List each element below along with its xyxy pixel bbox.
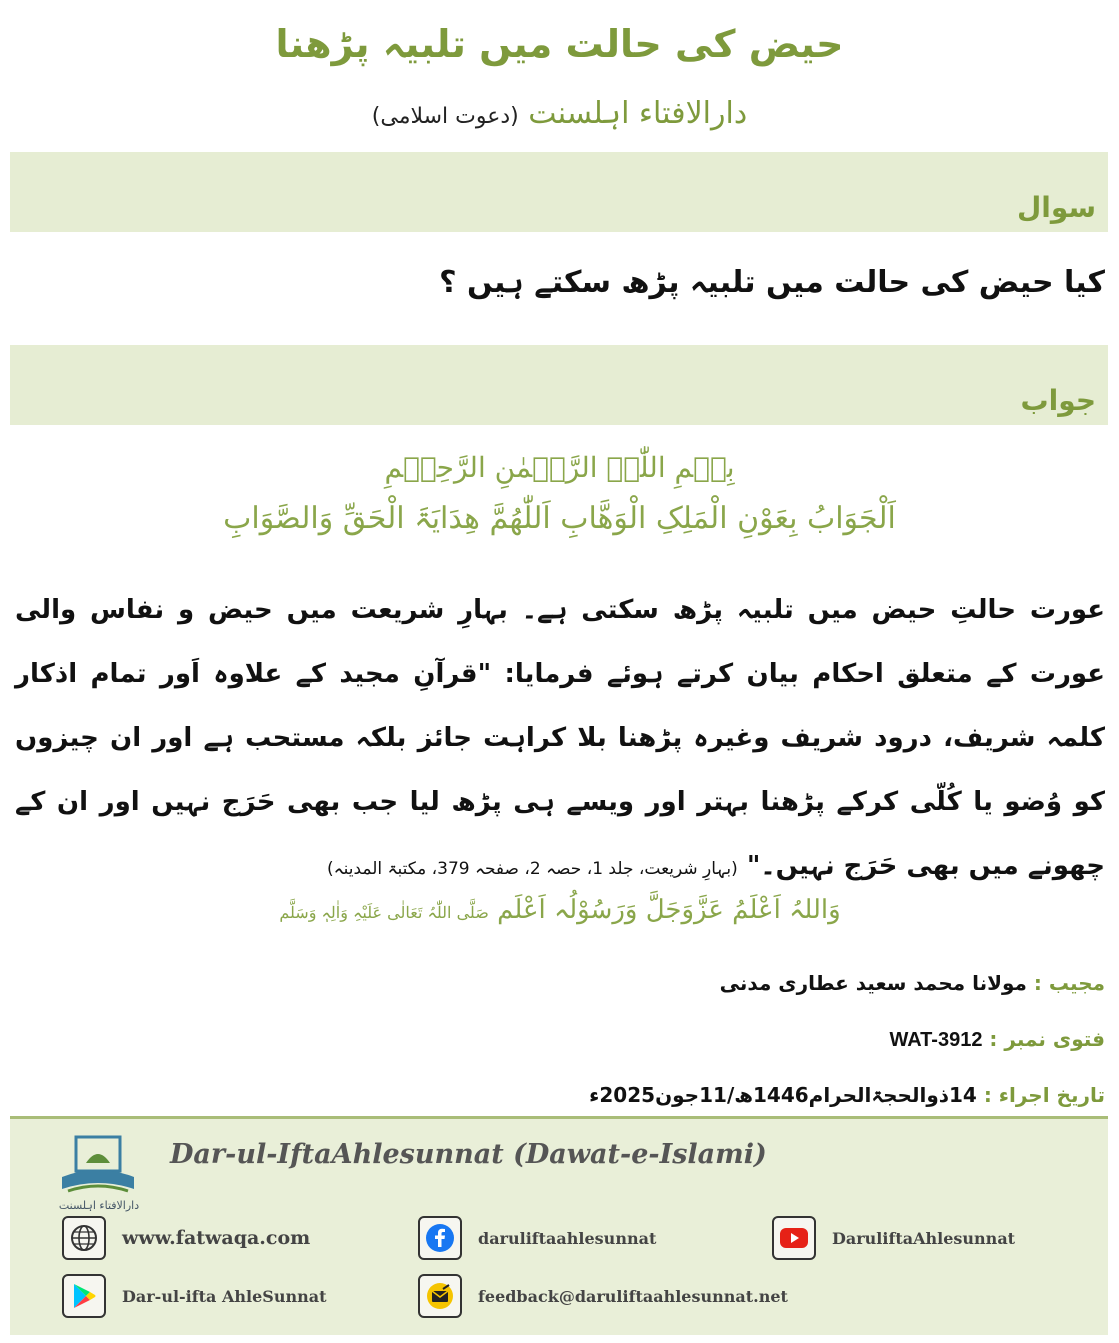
facebook-text[interactable]: daruliftaahlesunnat [478, 1228, 657, 1248]
date-value: 14ذوالحجۃالحرام1446ھ/11جون2025ء [589, 1083, 977, 1107]
fatwa-value: WAT-3912 [889, 1029, 983, 1051]
youtube-icon [772, 1216, 816, 1260]
fatwa-label: فتوی نمبر : [989, 1027, 1105, 1051]
answer-opening: اَلْجَوَابُ بِعَوْنِ الْمَلِکِ الْوَھَّابِ اَللّٰھُمَّ ھِدَایَۃَ الْحَقِّ وَالصَّوَابِ [223, 501, 896, 536]
playstore-text[interactable]: Dar-ul-ifta AhleSunnat [122, 1286, 327, 1306]
mujeeb-value: مولانا محمد سعید عطاری مدنی [719, 971, 1027, 995]
darulifta-logo-icon [56, 1133, 140, 1203]
question-band [10, 152, 1108, 232]
footer [10, 1119, 1108, 1335]
fatwa-row [889, 1024, 1105, 1055]
email-text[interactable]: feedback@daruliftaahlesunnat.net [478, 1286, 788, 1306]
website-link[interactable] [62, 1215, 310, 1261]
youtube-link[interactable] [772, 1215, 1015, 1261]
date-label: تاریخ اجراء : [983, 1083, 1105, 1107]
playstore-link[interactable] [62, 1273, 326, 1319]
page-subtitle [0, 92, 1119, 139]
play-store-icon [62, 1274, 106, 1318]
globe-icon [62, 1216, 106, 1260]
youtube-text[interactable]: DaruliftaAhlesunnat [832, 1228, 1016, 1248]
subtitle-paren: (دعوت اسلامی) [371, 104, 519, 129]
answer-band [10, 345, 1108, 425]
facebook-icon [418, 1216, 462, 1260]
page-title: حیض کی حالت میں تلبیہ پڑھنا [275, 22, 844, 66]
closing-salutation: صَلَّی اللّٰہُ تَعَالٰی عَلَیْہِ وَاٰلِہٖ وَسَلَّم [279, 903, 489, 922]
question-label: سوال [1017, 191, 1096, 224]
closing-dua [250, 890, 870, 933]
mujeeb-label: مجیب : [1033, 971, 1105, 995]
answer-reference: (بہارِ شریعت، جلد 1، حصہ 2، صفحہ 379، مکتبۃ المدینہ) [327, 859, 738, 879]
answer-label: جواب [1020, 384, 1096, 417]
mujeeb-row [720, 968, 1105, 998]
subtitle-main: دارالافتاء اہلسنت [528, 96, 748, 131]
question-text: کیا حیض کی حالت میں تلبیہ پڑھ سکتے ہیں ؟ [439, 265, 1105, 300]
answer-body [15, 578, 1105, 901]
facebook-link[interactable] [418, 1215, 656, 1261]
closing-main: وَاللہُ اَعْلَمُ عَزَّوَجَلَّ وَرَسُوْلُہ اَعْلَم [497, 895, 841, 925]
email-link[interactable] [418, 1273, 788, 1319]
website-text[interactable]: www.fatwaqa.com [122, 1227, 311, 1249]
answer-text: عورت حالتِ حیض میں تلبیہ پڑھ سکتی ہے۔ بہارِ شریعت میں حیض و نفاس والی عورت کے متعلق احکام بیان کرتے ہوئے فرمایا: "قرآنِ مجید کے علاوہ اَور تمام اذکار کلمہ شریف، درود شریف وغیرہ پڑھنا بلا کراہت جائز بلکہ مستحب ہے اور ان چیزوں کو وُضو یا کُلّی کرکے پڑھنا بہتر اور ویسے ہی پڑھ لیا جب بھی حَرَج نہیں اور ان کے چھونے میں بھی حَرَج نہیں۔" [15, 595, 1105, 881]
date-row [589, 1080, 1105, 1110]
email-icon [418, 1274, 462, 1318]
brand-name: Dar-ul-IftaAhlesunnat (Dawat-e-Islami) [170, 1139, 767, 1170]
logo-text: دارالافتاء اہلسنت [58, 1199, 140, 1212]
bismillah: بِسۡمِ اللّٰہِ الرَّحۡمٰنِ الرَّحِیۡمِ [384, 451, 735, 484]
